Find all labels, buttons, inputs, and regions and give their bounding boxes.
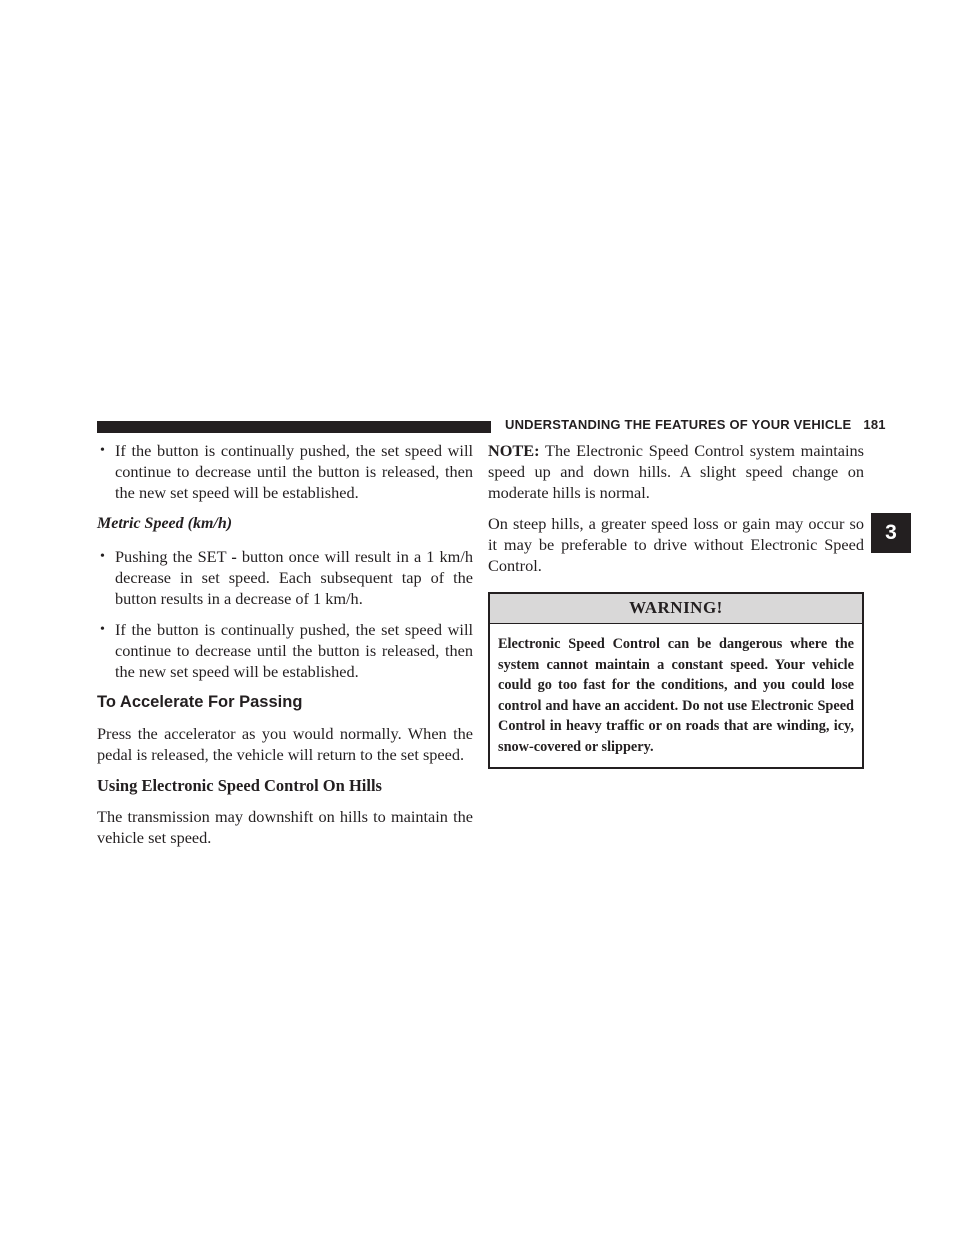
chapter-tab: 3 [871,513,911,553]
right-column [488,440,864,769]
warning-title: WARNING! [490,594,862,624]
bullet-text: If the button is continually pushed, the set speed will continue to decrease until the button is released, then the new set speed will be established. [115,441,473,502]
warning-text: Electronic Speed Control can be dangerous where the system cannot maintain a constant speed. Your vehicle could go too fast for the conditions, and you could lose control and have an accident. Do not use Electronic Speed Control in heavy traffic or on roads that are winding, icy, snow-covered or slippery. [498,636,854,755]
warning-box [488,592,864,769]
metric-heading: Metric Speed (km/h) [97,515,233,532]
section-title: UNDERSTANDING THE FEATURES OF YOUR VEHICLE [505,417,852,432]
bullet-text: If the button is continually pushed, the set speed will continue to decrease until the button is released, then the new set speed will be established. [115,620,473,681]
passing-paragraph: Press the accelerator as you would normally. When the pedal is released, the vehicle will return to the set speed. [97,724,473,764]
passing-heading: To Accelerate For Passing [97,693,303,711]
list-item [97,546,473,609]
note-label: NOTE: [488,441,540,460]
bullet-icon: • [100,622,105,637]
left-column [97,440,473,858]
hills-paragraph: The transmission may downshift on hills to maintain the vehicle set speed. [97,807,473,847]
bullet-text-rest: button once will result in a 1 km/h decrease in set speed. Each subsequent tap of the button results in a decrease of 1 km/h. [115,547,474,608]
steep-hills-paragraph: On steep hills, a greater speed loss or gain may occur so it may be preferable to drive without Electronic Speed Control. [488,514,864,575]
page-number: 181 [863,417,886,432]
list-item [97,440,473,503]
running-header [505,417,886,432]
list-item [97,619,473,682]
hills-heading: Using Electronic Speed Control On Hills [97,776,382,795]
bullet-text-prefix: Pushing the SET [115,547,232,566]
note-text: The Electronic Speed Control system maintains speed up and down hills. A slight speed change on moderate hills is normal. [488,441,864,502]
set-minus-symbol: - [231,547,237,566]
bullet-icon: • [100,443,105,458]
note-paragraph [488,440,864,503]
bullet-icon: • [100,549,105,564]
header-rule [97,421,491,433]
